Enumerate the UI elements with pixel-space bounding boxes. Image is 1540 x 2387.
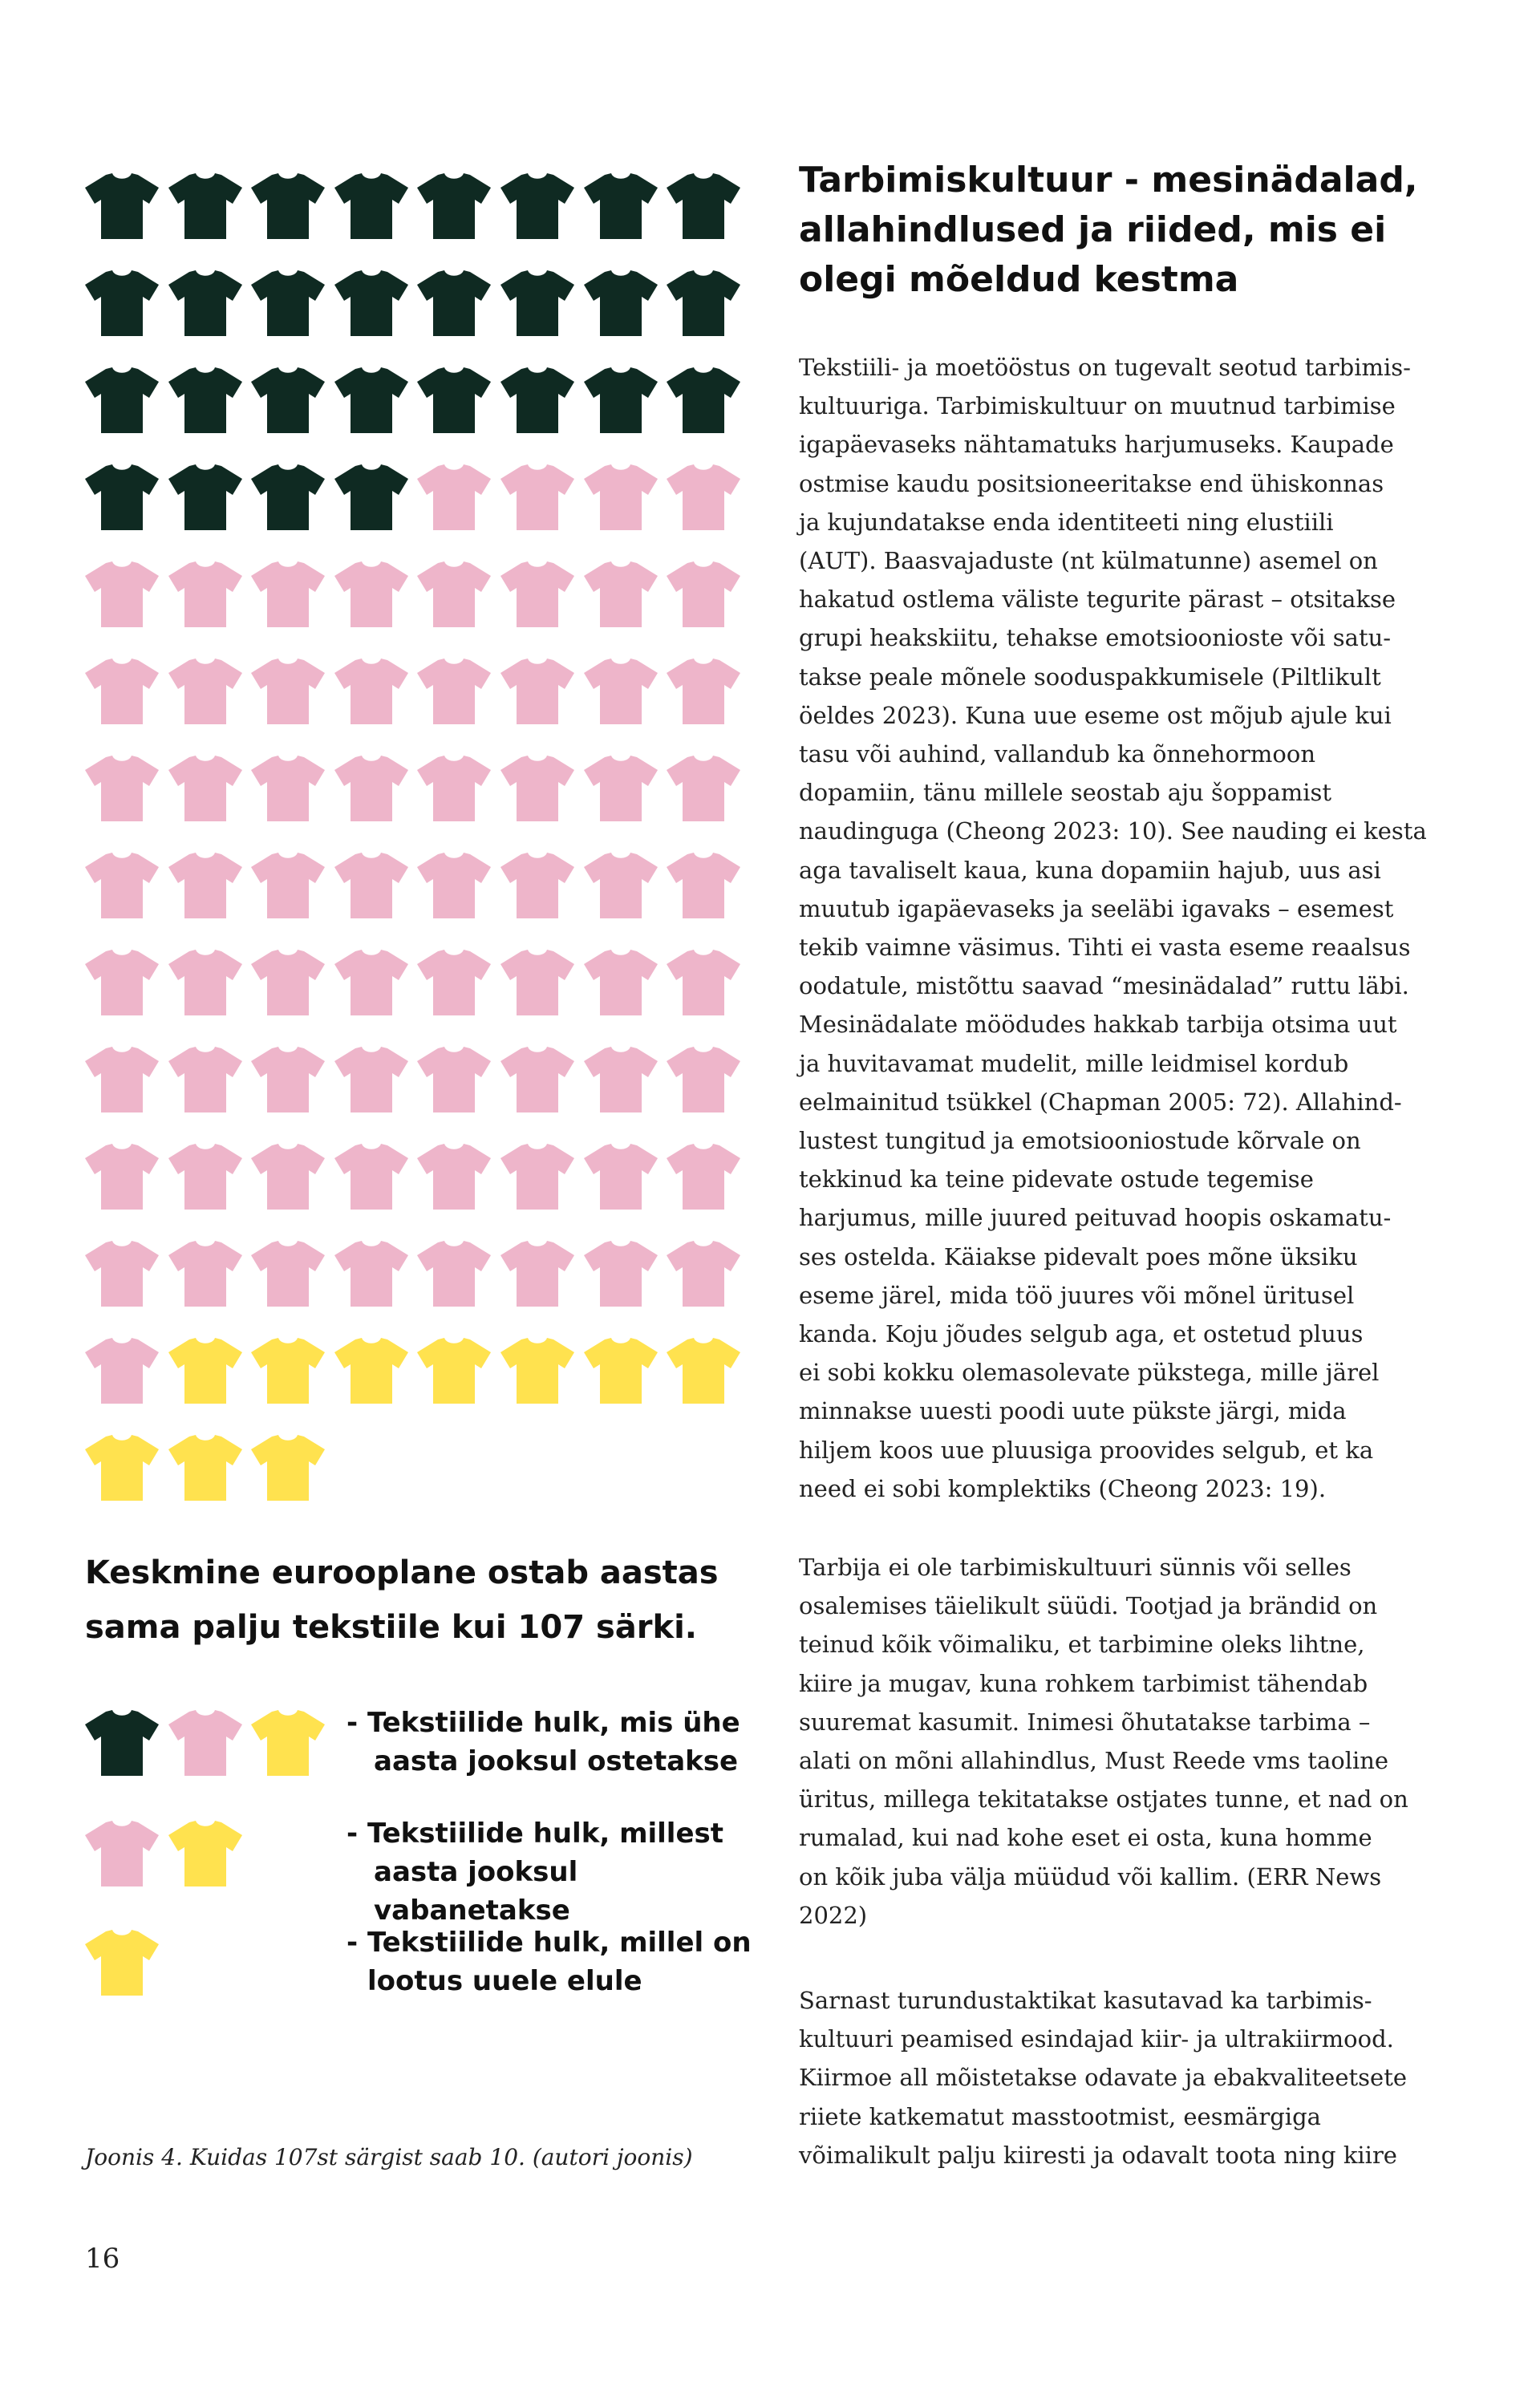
- text-line: osalemises täielikult süüdi. Tootjad ja brändid on: [799, 1592, 1378, 1620]
- dark-t-shirt-icon: [417, 363, 491, 433]
- pink-t-shirt-icon: [168, 654, 242, 724]
- text-line: need ei sobi komplektiks (Cheong 2023: 19).: [799, 1474, 1327, 1502]
- pink-t-shirt-icon: [667, 1236, 740, 1307]
- text-line: aga tavaliselt kaua, kuna dopamiin hajub, uus asi: [799, 856, 1381, 884]
- dark-t-shirt-icon: [334, 168, 408, 239]
- text-line: ses ostelda. Käiakse pidevalt poes mõne üksiku: [799, 1242, 1358, 1270]
- text-line: ja kujundatakse enda identiteeti ning elustiili: [799, 508, 1334, 536]
- pink-t-shirt-icon: [667, 751, 740, 821]
- pink-t-shirt-icon: [85, 1236, 159, 1307]
- article-title: [799, 156, 1457, 305]
- pink-t-shirt-icon: [251, 557, 325, 627]
- pink-t-shirt-icon: [584, 1139, 658, 1210]
- pink-t-shirt-icon: [417, 1042, 491, 1112]
- text-line: dopamiin, tänu millele seostab aju šoppamist: [799, 779, 1332, 807]
- pink-t-shirt-icon: [667, 460, 740, 530]
- text-line: tekkinud ka teine pidevate ostude tegemise: [799, 1165, 1314, 1194]
- pink-t-shirt-icon: [417, 1139, 491, 1210]
- legend-line: aasta jooksul ostetakse: [374, 1745, 739, 1777]
- pink-t-shirt-icon: [334, 848, 408, 918]
- pink-t-shirt-icon: [334, 654, 408, 724]
- pink-t-shirt-icon: [584, 1042, 658, 1112]
- yellow-t-shirt-icon: [251, 1705, 325, 1776]
- dark-t-shirt-icon: [417, 168, 491, 239]
- pink-t-shirt-icon: [500, 654, 574, 724]
- pink-t-shirt-icon: [667, 945, 740, 1015]
- text-line: minnakse uuesti poodi uute pükste järgi, mida: [799, 1397, 1347, 1425]
- pink-t-shirt-icon: [85, 557, 159, 627]
- yellow-t-shirt-icon: [667, 1333, 740, 1404]
- figure-caption-heading: [85, 1546, 743, 1655]
- dark-t-shirt-icon: [251, 265, 325, 336]
- pink-t-shirt-icon: [584, 848, 658, 918]
- pink-t-shirt-icon: [500, 945, 574, 1015]
- pink-t-shirt-icon: [251, 1042, 325, 1112]
- pink-t-shirt-icon: [417, 654, 491, 724]
- dark-t-shirt-icon: [584, 265, 658, 336]
- pink-t-shirt-icon: [251, 848, 325, 918]
- pink-t-shirt-icon: [334, 945, 408, 1015]
- pink-t-shirt-icon: [85, 1333, 159, 1404]
- dark-t-shirt-icon: [168, 460, 242, 530]
- text-line: ostmise kaudu positsioneeritakse end ühiskonnas: [799, 469, 1384, 497]
- pink-t-shirt-icon: [251, 1236, 325, 1307]
- yellow-t-shirt-icon: [168, 1333, 242, 1404]
- yellow-t-shirt-icon: [334, 1333, 408, 1404]
- text-line: hakatud ostlema väliste tegurite pärast – otsitakse: [799, 586, 1396, 614]
- text-line: grupi heakskiitu, tehakse emotsioonioste või satu-: [799, 624, 1392, 652]
- article-paragraph-1: [799, 348, 1465, 1508]
- dark-t-shirt-icon: [667, 363, 740, 433]
- dark-t-shirt-icon: [584, 363, 658, 433]
- pink-t-shirt-icon: [334, 1042, 408, 1112]
- text-line: Sarnast turundustaktikat kasutavad ka tarbimis-: [799, 1987, 1372, 2014]
- text-line: eseme järel, mida töö juures või mõnel üritusel: [799, 1281, 1355, 1309]
- pink-t-shirt-icon: [168, 848, 242, 918]
- dark-t-shirt-icon: [85, 460, 159, 530]
- text-line: tekib vaimne väsimus. Tihti ei vasta eseme reaalsus: [799, 934, 1411, 962]
- pink-t-shirt-icon: [584, 1236, 658, 1307]
- text-line: öeldes 2023). Kuna uue eseme ost mõjub ajule kui: [799, 701, 1392, 729]
- text-line: (AUT). Baasvajaduste (nt külmatunne) asemel on: [799, 547, 1378, 575]
- dark-t-shirt-icon: [500, 168, 574, 239]
- pink-t-shirt-icon: [251, 751, 325, 821]
- text-line: Mesinädalate möödudes hakkab tarbija otsima uut: [799, 1011, 1397, 1039]
- dark-t-shirt-icon: [500, 363, 574, 433]
- text-line: muutub igapäevaseks ja seeläbi igavaks – esemest: [799, 894, 1394, 922]
- text-line: 2022): [799, 1901, 868, 1929]
- dark-t-shirt-icon: [334, 460, 408, 530]
- pink-t-shirt-icon: [417, 751, 491, 821]
- pink-t-shirt-icon: [500, 1042, 574, 1112]
- pink-t-shirt-icon: [168, 1139, 242, 1210]
- pink-t-shirt-icon: [85, 654, 159, 724]
- text-line: rumalad, kui nad kohe eset ei osta, kuna homme: [799, 1824, 1372, 1852]
- dark-t-shirt-icon: [251, 460, 325, 530]
- pink-t-shirt-icon: [168, 1705, 242, 1776]
- dark-t-shirt-icon: [334, 265, 408, 336]
- text-line: Kiirmoe all mõistetakse odavate ja ebakvaliteetsete: [799, 2064, 1408, 2092]
- pink-t-shirt-icon: [500, 1139, 574, 1210]
- yellow-t-shirt-icon: [85, 1430, 159, 1501]
- pink-t-shirt-icon: [85, 1139, 159, 1210]
- text-line: hiljem koos uue pluusiga proovides selgub, et ka: [799, 1436, 1374, 1464]
- text-line: üritus, millega tekitatakse ostjates tunne, et nad on: [799, 1785, 1408, 1814]
- pink-t-shirt-icon: [417, 557, 491, 627]
- yellow-t-shirt-icon: [251, 1333, 325, 1404]
- dark-t-shirt-icon: [417, 265, 491, 336]
- caption-heading-line: sama palju tekstiile kui 107 särki.: [85, 1609, 697, 1646]
- yellow-t-shirt-icon: [168, 1430, 242, 1501]
- pink-t-shirt-icon: [667, 654, 740, 724]
- legend-line: - Tekstiilide hulk, mis ühe: [346, 1707, 740, 1739]
- dark-t-shirt-icon: [85, 265, 159, 336]
- dark-t-shirt-icon: [667, 265, 740, 336]
- dark-t-shirt-icon: [168, 363, 242, 433]
- pink-t-shirt-icon: [667, 1042, 740, 1112]
- dark-t-shirt-icon: [251, 363, 325, 433]
- pink-t-shirt-icon: [334, 557, 408, 627]
- pink-t-shirt-icon: [500, 460, 574, 530]
- dark-t-shirt-icon: [584, 168, 658, 239]
- pink-t-shirt-icon: [251, 1139, 325, 1210]
- text-line: oodatule, mistõttu saavad “mesinädalad” ruttu läbi.: [799, 972, 1409, 1000]
- yellow-t-shirt-icon: [417, 1333, 491, 1404]
- text-line: igapäevaseks nähtamatuks harjumuseks. Kaupade: [799, 431, 1394, 459]
- pink-t-shirt-icon: [500, 751, 574, 821]
- pink-t-shirt-icon: [500, 557, 574, 627]
- dark-t-shirt-icon: [85, 363, 159, 433]
- pink-t-shirt-icon: [168, 945, 242, 1015]
- dark-t-shirt-icon: [334, 363, 408, 433]
- text-line: kiire ja mugav, kuna rohkem tarbimist tähendab: [799, 1669, 1368, 1697]
- pink-t-shirt-icon: [168, 1042, 242, 1112]
- figure-caption: Joonis 4. Kuidas 107st särgist saab 10. (autori joonis): [85, 2144, 693, 2170]
- caption-heading-line: Keskmine eurooplane ostab aastas: [85, 1554, 719, 1591]
- dark-t-shirt-icon: [85, 168, 159, 239]
- dark-t-shirt-icon: [251, 168, 325, 239]
- page-number: 16: [85, 2243, 120, 2275]
- text-line: võimalikult palju kiiresti ja odavalt toota ning kiire: [799, 2141, 1397, 2169]
- pink-t-shirt-icon: [417, 848, 491, 918]
- text-line: alati on mõni allahindlus, Must Reede vms taoline: [799, 1747, 1389, 1775]
- title-line: allahindlused ja riided, mis ei: [799, 209, 1387, 250]
- pink-t-shirt-icon: [168, 1236, 242, 1307]
- text-line: eelmainitud tsükkel (Chapman 2005: 72). Allahind-: [799, 1088, 1402, 1116]
- legend-line: - Tekstiilide hulk, millest: [346, 1818, 724, 1850]
- dark-t-shirt-icon: [500, 265, 574, 336]
- text-line: teinud kõik võimaliku, et tarbimine oleks lihtne,: [799, 1631, 1365, 1659]
- pink-t-shirt-icon: [417, 1236, 491, 1307]
- text-line: suuremat kasumit. Inimesi õhutatakse tarbima –: [799, 1708, 1371, 1736]
- pink-t-shirt-icon: [500, 848, 574, 918]
- text-line: takse peale mõnele sooduspakkumisele (Piltlikult: [799, 663, 1381, 691]
- pink-t-shirt-icon: [584, 460, 658, 530]
- legend-label-discarded: [346, 1814, 764, 1930]
- pink-t-shirt-icon: [584, 557, 658, 627]
- pink-t-shirt-icon: [251, 654, 325, 724]
- pink-t-shirt-icon: [584, 654, 658, 724]
- text-line: kultuuri peamised esindajad kiir- ja ultrakiirmood.: [799, 2025, 1394, 2053]
- pink-t-shirt-icon: [667, 848, 740, 918]
- text-line: kanda. Koju jõudes selgub aga, et ostetud pluus: [799, 1320, 1364, 1348]
- text-line: harjumus, mille juured peituvad hoopis oskamatu-: [799, 1204, 1392, 1232]
- dark-t-shirt-icon: [168, 265, 242, 336]
- text-line: on kõik juba välja müüdud või kallim. (ERR News: [799, 1862, 1382, 1891]
- pink-t-shirt-icon: [85, 945, 159, 1015]
- dark-t-shirt-icon: [667, 168, 740, 239]
- pink-t-shirt-icon: [334, 751, 408, 821]
- text-line: Tekstiili- ja moetööstus on tugevalt seotud tarbimis-: [799, 354, 1411, 381]
- text-line: ei sobi kokku olemasolevate pükstega, mille järel: [799, 1359, 1380, 1387]
- yellow-t-shirt-icon: [500, 1333, 574, 1404]
- legend-line: lootus uuele elule: [367, 1965, 642, 1997]
- text-line: ja huvitavamat mudelit, mille leidmisel kordub: [799, 1049, 1349, 1077]
- article-paragraph-2: [799, 1548, 1465, 1935]
- text-line: riiete katkematut masstootmist, eesmärgiga: [799, 2102, 1321, 2130]
- title-line: olegi mõeldud kestma: [799, 259, 1239, 300]
- text-line: tasu või auhind, vallandub ka õnnehormoon: [799, 740, 1316, 768]
- pink-t-shirt-icon: [334, 1139, 408, 1210]
- article-paragraph-3: [799, 1981, 1465, 2174]
- yellow-t-shirt-icon: [584, 1333, 658, 1404]
- pink-t-shirt-icon: [500, 1236, 574, 1307]
- pink-t-shirt-icon: [417, 460, 491, 530]
- pink-t-shirt-icon: [85, 1816, 159, 1886]
- title-line: Tarbimiskultuur - mesinädalad,: [799, 160, 1418, 201]
- yellow-t-shirt-icon: [168, 1816, 242, 1886]
- legend-label-bought: [346, 1704, 764, 1781]
- pink-t-shirt-icon: [334, 1236, 408, 1307]
- shirt-pictogram-grid: [0, 0, 802, 1524]
- legend-line: - Tekstiilide hulk, millel on: [346, 1927, 752, 1959]
- pink-t-shirt-icon: [251, 945, 325, 1015]
- dark-t-shirt-icon: [85, 1705, 159, 1776]
- pink-t-shirt-icon: [584, 945, 658, 1015]
- pink-t-shirt-icon: [85, 751, 159, 821]
- text-line: Tarbija ei ole tarbimiskultuuri sünnis või selles: [799, 1554, 1352, 1581]
- dark-t-shirt-icon: [168, 168, 242, 239]
- pink-t-shirt-icon: [417, 945, 491, 1015]
- pink-t-shirt-icon: [667, 557, 740, 627]
- pink-t-shirt-icon: [85, 848, 159, 918]
- text-line: lustest tungitud ja emotsiooniostude kõrvale on: [799, 1127, 1361, 1155]
- text-line: kultuuriga. Tarbimiskultuur on muutnud tarbimise: [799, 392, 1396, 420]
- yellow-t-shirt-icon: [251, 1430, 325, 1501]
- pink-t-shirt-icon: [85, 1042, 159, 1112]
- pink-t-shirt-icon: [168, 557, 242, 627]
- pink-t-shirt-icon: [584, 751, 658, 821]
- text-line: naudinguga (Cheong 2023: 10). See nauding ei kesta: [799, 817, 1427, 845]
- legend-line: aasta jooksul vabanetakse: [374, 1856, 578, 1927]
- pink-t-shirt-icon: [168, 751, 242, 821]
- legend-label-reused: [346, 1923, 764, 2000]
- yellow-t-shirt-icon: [85, 1925, 159, 1996]
- pink-t-shirt-icon: [667, 1139, 740, 1210]
